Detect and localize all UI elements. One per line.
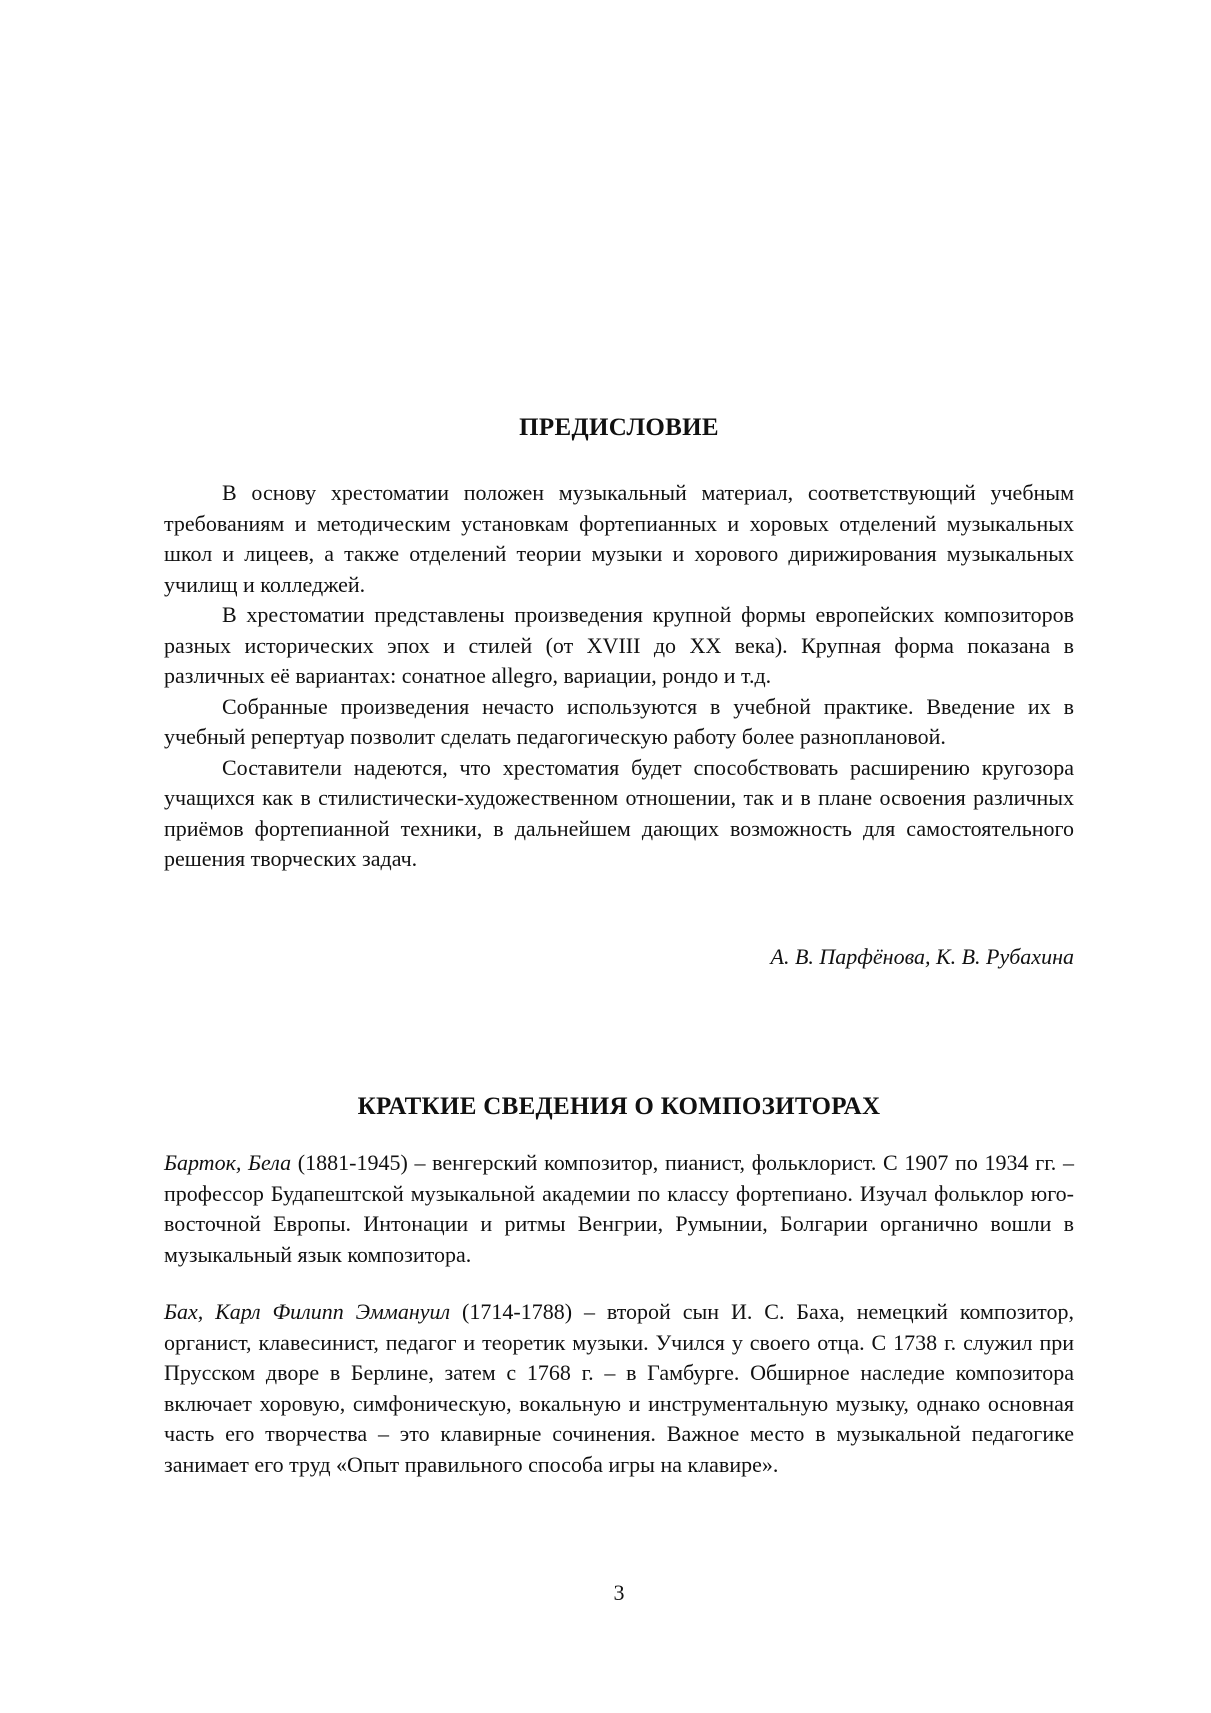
preface-signature: А. В. Парфёнова, К. В. Рубахина: [770, 944, 1074, 969]
preface-paragraph: Собранные произведения нечасто используются в учебной практике. Введение их в учебный репертуар позволит сделать педагогическую работу более разноплановой.: [164, 693, 1074, 749]
composer-name: Бах, Карл Филипп Эммануил: [164, 1299, 451, 1324]
preface-body: [164, 478, 1074, 875]
preface-paragraph: В основу хрестоматии положен музыкальный материал, соответствующий учебным требованиям и методическим установкам фортепианных и хоровых отделений музыкальных школ и лицеев, а также отделений теории музыки и хорового дирижирования музыкальных училищ и колледжей.: [164, 480, 1074, 597]
page-number: 3: [613, 1580, 625, 1605]
preface-heading: ПРЕДИСЛОВИЕ: [519, 414, 719, 441]
preface-paragraph: Составители надеются, что хрестоматия будет способствовать расширению кругозора учащихся как в стилистически-художественном отношении, так и в плане освоения различных приёмов фортепианной техники, в дальнейшем дающих возможность для самостоятельного решения творческих задач.: [164, 754, 1074, 871]
composer-description: (1714-1788) – второй сын И. С. Баха, немецкий композитор, органист, клавесинист, педагог и теоретик музыки. Учился у своего отца. С 1738 г. служил при Прусском дворе в Берлине, затем с 1768 г. – в Гамбурге. Обширное наследие композитора включает хоровую, симфоническую, вокальную и инструментальную музыку, однако основная часть его творчества – это клавирные сочинения. Важное место в музыкальной педагогике занимает его труд «Опыт правильного способа игры на клавире».: [164, 1299, 1074, 1477]
composer-description: (1881-1945) – венгерский композитор, пианист, фольклорист. С 1907 по 1934 гг. – профессор Будапештской музыкальной академии по классу фортепиано. Изучал фольклор юго-восточной Европы. Интонации и ритмы Венгрии, Румынии, Болгарии органично вошли в музыкальный язык композитора.: [164, 1150, 1074, 1267]
composer-entry-bartok: [164, 1148, 1074, 1270]
composer-entry-bach-cpe: [164, 1297, 1074, 1480]
composer-name: Барток, Бела: [164, 1150, 292, 1175]
composers-heading: КРАТКИЕ СВЕДЕНИЯ О КОМПОЗИТОРАХ: [357, 1093, 881, 1120]
preface-paragraph: В хрестоматии представлены произведения крупной формы европейских композиторов разных исторических эпох и стилей (от XVIII до XX века). Крупная форма показана в различных её вариантах: сонатное allegro, вариации, рондо и т.д.: [164, 602, 1074, 688]
